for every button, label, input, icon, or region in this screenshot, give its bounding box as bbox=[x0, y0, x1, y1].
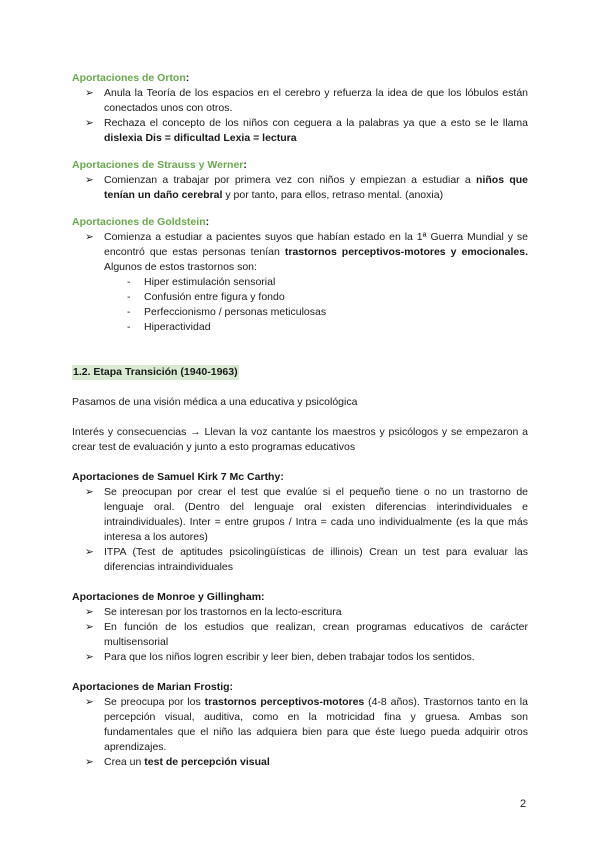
arrow-bullet-icon: ➢ bbox=[85, 546, 94, 558]
page-content bbox=[72, 71, 528, 770]
arrow-bullet-icon: ➢ bbox=[85, 696, 94, 708]
heading-kirk: Aportaciones de Samuel Kirk 7 Mc Carthy: bbox=[72, 471, 284, 483]
arrow-bullet-icon: ➢ bbox=[85, 486, 94, 498]
heading-strauss: Aportaciones de Strauss y Werner: bbox=[72, 159, 247, 171]
heading-goldstein: Aportaciones de Goldstein: bbox=[72, 216, 210, 228]
heading-monroe: Aportaciones de Monroe y Gillingham: bbox=[72, 591, 265, 603]
list-item: ➢ Para que los niños logren escribir y leer bien, deben trabajar todos los sentidos. bbox=[85, 651, 475, 663]
list-item: ➢ Se interesan por los trastornos en la lecto-escritura bbox=[85, 606, 342, 618]
page-number: 2 bbox=[520, 798, 527, 810]
dash-item: - Confusión entre figura y fondo bbox=[127, 291, 285, 303]
arrow-bullet-icon: ➢ bbox=[85, 174, 94, 186]
dash-item: - Hiper estimulación sensorial bbox=[127, 276, 276, 288]
list-item: ➢ Comienza a estudiar a pacientes suyos que habían estado en la 1ª Guerra Mundial y se encontró que estas personas tenían trastornos perceptivos-motores y emocionales. Algunos de estos trastornos son: bbox=[85, 231, 529, 273]
arrow-bullet-icon: ➢ bbox=[85, 606, 94, 618]
section-title: 1.2. Etapa Transición (1940-1963) bbox=[73, 366, 238, 378]
paragraph: Pasamos de una visión médica a una educativa y psicológica bbox=[72, 396, 358, 408]
arrow-bullet-icon: ➢ bbox=[85, 117, 94, 129]
arrow-bullet-icon: ➢ bbox=[85, 231, 94, 243]
heading-frostig: Aportaciones de Marian Frostig: bbox=[72, 681, 234, 693]
arrow-bullet-icon: ➢ bbox=[85, 621, 94, 633]
arrow-bullet-icon: ➢ bbox=[85, 87, 94, 99]
list-item: ➢ ITPA (Test de aptitudes psicolingüísticas de illinois) Crean un test para evaluar las diferencias intraindividuales bbox=[85, 546, 528, 573]
arrow-bullet-icon: ➢ bbox=[85, 756, 94, 768]
list-item: ➢ En función de los estudios que realizan, crean programas educativos de carácter multisensorial bbox=[85, 621, 528, 648]
list-item: ➢ Crea un test de percepción visual bbox=[85, 756, 270, 768]
arrow-bullet-icon: ➢ bbox=[85, 651, 94, 663]
paragraph: Interés y consecuencias → Llevan la voz cantante los maestros y psicólogos y se empezaron a crear test de evaluación y junto a esto programas educativos bbox=[72, 426, 528, 453]
heading-orton: Aportaciones de Orton: bbox=[72, 72, 190, 84]
dash-item: - Hiperactividad bbox=[127, 321, 211, 333]
list-item: ➢ Se preocupan por crear el test que evalúe si el pequeño tiene o no un trastorno de lenguaje oral. (Dentro del lenguaje oral existen diferencias interindividuales e intraindividuales). Inter = entre grupos / Intra = cada uno individualmente (es la que más interesa a los autores) bbox=[85, 486, 528, 543]
list-item: ➢ Anula la Teoría de los espacios en el cerebro y refuerza la idea de que los lóbulos están conectados unos con otros. bbox=[85, 87, 528, 114]
list-item: ➢ Comienzan a trabajar por primera vez con niños y empiezan a estudiar a niños que tenían un daño cerebral y por tanto, para ellos, retraso mental. (anoxia) bbox=[85, 174, 528, 201]
list-item: ➢ Se preocupa por los trastornos perceptivos-motores (4-8 años). Trastornos tanto en la percepción visual, auditiva, como en la motricidad fina y gruesa. Ambas son fundamentales que el niño las adquiera bien para que éste luego pueda adquirir otros aprendizajes. bbox=[85, 696, 528, 753]
dash-item: - Perfeccionismo / personas meticulosas bbox=[127, 306, 327, 318]
list-item: ➢ Rechaza el concepto de los niños con ceguera a la palabras ya que a esto se le llama dislexia Dis = dificultad Lexia = lectura bbox=[85, 117, 528, 144]
